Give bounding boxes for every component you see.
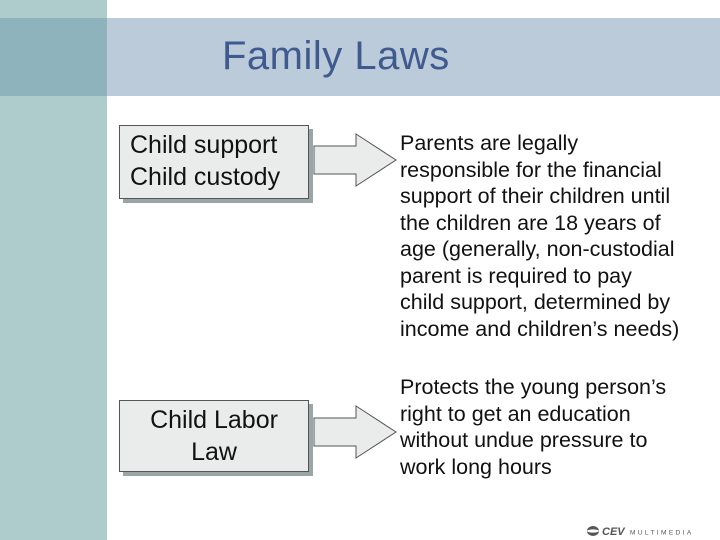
term-label: Child Labor: [150, 406, 278, 434]
svg-text:CEV: CEV: [602, 526, 625, 538]
term-box-child-labor-law: [119, 400, 309, 472]
slide-title: Family Laws: [222, 34, 450, 78]
description-line: Parents are legally: [400, 131, 579, 155]
description-line: support of their children until: [400, 184, 671, 208]
title-bar-accent: [0, 18, 107, 96]
description-line: income and children’s needs): [400, 316, 680, 341]
description-line: child support, determined by: [400, 290, 671, 314]
description-line: without undue pressure to: [400, 428, 648, 452]
cev-multimedia-logo: [586, 524, 716, 538]
term-label: Law: [191, 438, 237, 466]
description-line: parent is required to pay: [400, 263, 632, 288]
term-label: Child support: [130, 131, 278, 159]
description-child-support: [400, 130, 718, 342]
svg-text:MULTIMEDIA: MULTIMEDIA: [630, 529, 694, 537]
description-child-labor-law: [400, 374, 718, 480]
description-line: work long hours: [400, 454, 552, 479]
description-line: age (generally, non-custodial: [400, 237, 675, 261]
term-label: Child custody: [130, 163, 281, 191]
description-line: the children are 18 years of: [400, 210, 661, 235]
description-line: right to get an education: [400, 401, 631, 426]
term-box-child-support: [119, 125, 309, 199]
description-line: Protects the young person’s: [400, 375, 667, 399]
description-line: responsible for the financial: [400, 157, 662, 182]
right-arrow-icon: [312, 132, 398, 188]
right-arrow-icon: [312, 404, 398, 460]
